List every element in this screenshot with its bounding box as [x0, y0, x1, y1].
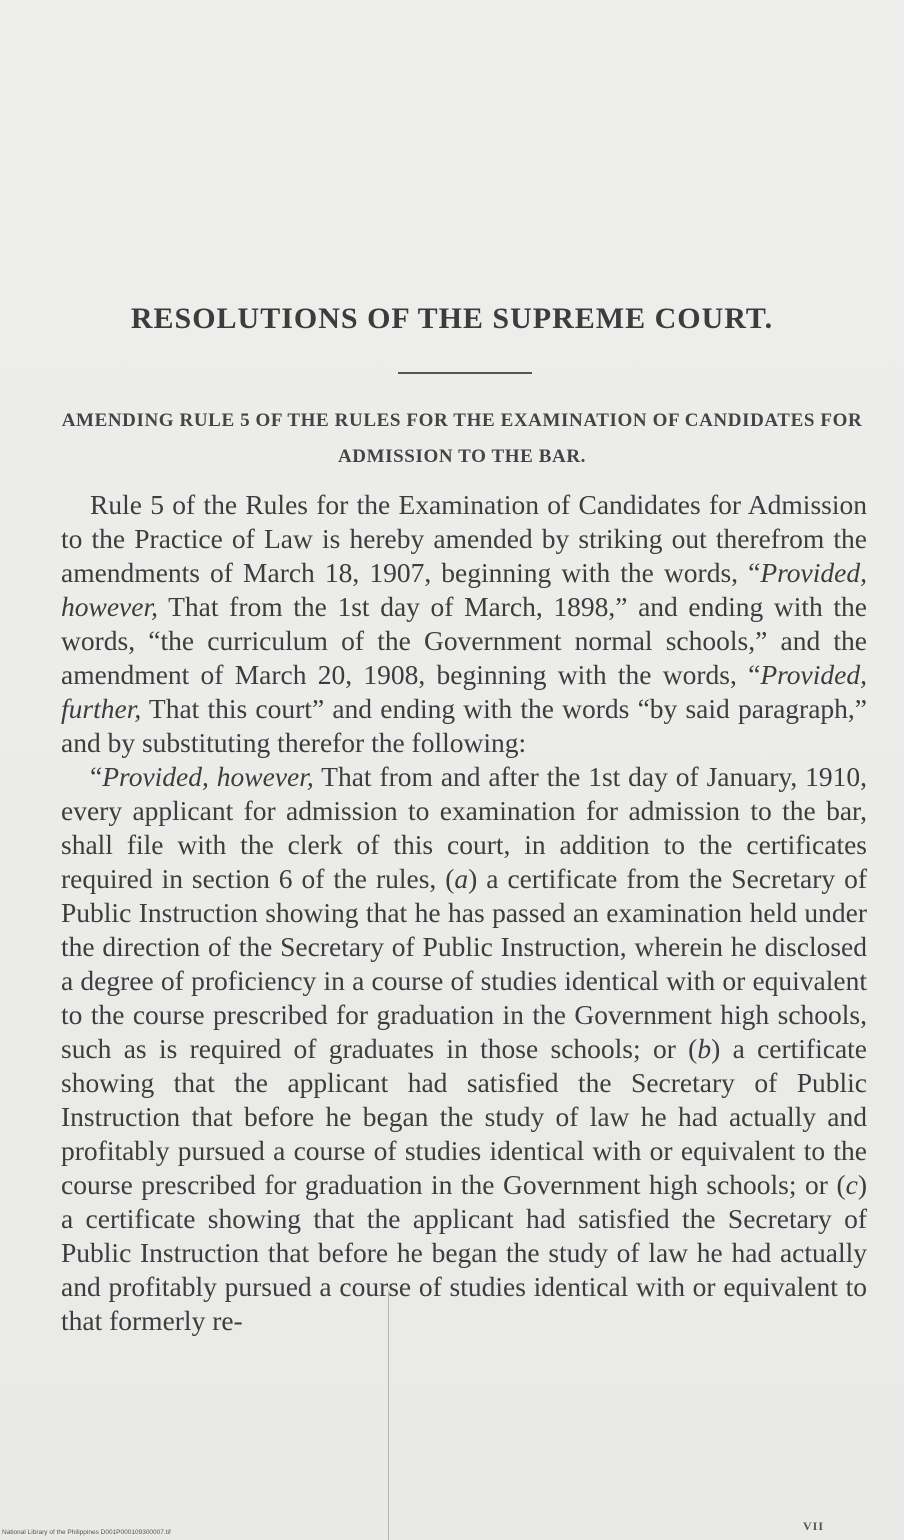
scan-footer: National Library of the Philippines D001P000109300007.tif	[2, 1529, 171, 1536]
clause-letter-c: c	[845, 1169, 858, 1200]
text-run: ) a certificate showing that the applicant had satisfied the Secretary of Public Instruction that before he began the study of law he had actually and profitably pursued a course of studies identical with or equivalent to that formerly re-	[61, 1169, 867, 1336]
binding-fold-line	[388, 1290, 389, 1540]
paragraph-rule-5	[61, 488, 867, 760]
title-divider	[398, 372, 532, 374]
text-run: ) a certificate showing that the applicant had satisfied the Secretary of Public Instruction that before he began the study of law he had actually and profitably pursued a course of studies identical with or equivalent to the course prescribed for graduation in the Government high schools; or (	[61, 1033, 867, 1200]
page-number: VII	[802, 1519, 824, 1533]
open-quote: “	[90, 761, 103, 792]
clause-letter-a: a	[454, 863, 469, 894]
section-heading: AMENDING RULE 5 OF THE RULES FOR THE EXAMINATION OF CANDIDATES FOR ADMISSION TO THE BAR.	[61, 410, 863, 467]
text-run: Rule 5 of the Rules for the Examination of Candidates for Admission to the Practice of Law is hereby amended by striking out therefrom the amendments of March 18, 1907, beginning with the words, “	[61, 489, 867, 588]
text-run: That from and after the 1st day of January, 1910, every applicant for admission to examination for admission to the bar, shall file with the clerk of this court, in addition to the certificates required in section 6 of the rules, (	[61, 761, 867, 894]
text-run: That this court” and ending with the words “by said paragraph,” and by substituting therefor the following:	[61, 693, 867, 758]
text-run: ) a certificate from the Secretary of Public Instruction showing that he has passed an examination held under the direction of the Secretary of Public Instruction, wherein he disclosed a degree of proficiency in a course of studies identical with or equivalent to the course prescribed for graduation in the Government high schools, such as is required of graduates in those schools; or (	[61, 863, 867, 1064]
text-run: That from the 1st day of March, 1898,” and ending with the words, “the curriculum of the Government normal schools,” and the amendment of March 20, 1908, beginning with the words, “	[61, 591, 867, 690]
clause-letter-b: b	[697, 1033, 712, 1064]
body-text	[61, 488, 867, 1338]
italic-run: Provided, however,	[61, 557, 867, 622]
italic-run: Provided, however,	[102, 761, 314, 792]
italic-run: Provided, further,	[61, 659, 867, 724]
paragraph-proviso	[61, 760, 867, 1338]
page-title: RESOLUTIONS OF THE SUPREME COURT.	[130, 302, 774, 335]
